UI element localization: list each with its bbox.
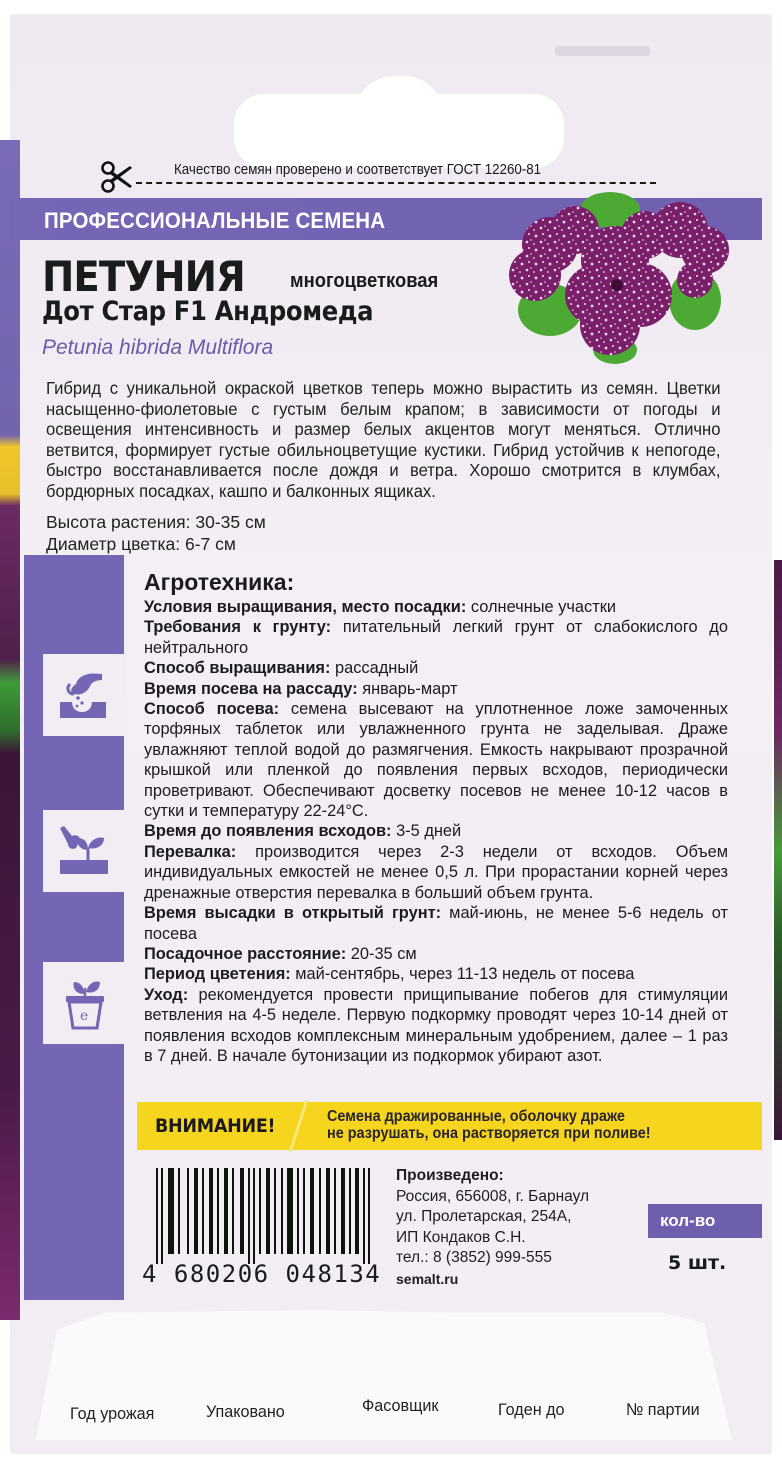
barcode-number: 4 680206 048134 (142, 1260, 382, 1288)
producer-info (396, 1166, 589, 1289)
field-packed: Упаковано (206, 1402, 285, 1421)
agro-list (144, 597, 728, 1066)
petunia-flower-image (505, 190, 735, 370)
potted-plant-icon (56, 974, 114, 1032)
agro-label: Время посева на рассаду: (144, 679, 358, 698)
banner-title: ПРОФЕССИОНАЛЬНЫЕ СЕМЕНА (44, 208, 386, 233)
quantity-label: кол-во (660, 1211, 716, 1230)
agro-value: рекомендуется провести прищипывание побегов для стимуляции ветвления на 4-5 неделе. Первую подкормку проводят через 10-14 дней от появления всходов комплексным минеральным удобрением, далее – 1 раз в 7 дней. В начале бутонизации из подкормок убирают азот. (144, 985, 728, 1065)
producer-website: semalt.ru (396, 1270, 459, 1287)
agro-label: Способ выращивания: (144, 659, 331, 678)
agro-label: Период цветения: (144, 965, 291, 984)
producer-line-2: ул. Пролетарская, 254А, (396, 1208, 572, 1225)
barcode-bars (142, 1168, 374, 1264)
warning-divider (289, 1100, 309, 1152)
quantity-badge (648, 1204, 762, 1238)
hand-sowing-seeds-icon (56, 666, 114, 724)
agro-title: Агротехника: (144, 569, 295, 595)
agro-value: январь-март (357, 679, 458, 698)
product-variety: Дот Стар F1 Андромеда (42, 296, 374, 327)
agro-item-growing-method (144, 658, 728, 678)
description-text: Гибрид с уникальной окраской цветков теперь можно вырастить из семян. Цветки насыщенно-фиолетовые с густым белым крапом; в зависимости от погоды и освещения интенсивность и размер белых акцентов могут меняться. Отлично ветвится, формирует густые обильноцветущие кустики. Гибрид устойчив к непогоде, быстро восстанавливается после дождя и ветра. Хорошо смотрится в клумбах, бордюрных посадках, кашпо и балконных ящиках. (46, 378, 721, 501)
agro-item-transplanting (144, 842, 728, 903)
agro-item-growing-conditions (144, 597, 728, 617)
left-background-photo-strip (0, 140, 20, 1320)
hang-hole (234, 94, 564, 168)
producer-phone: тел.: 8 (3852) 999-555 (396, 1249, 552, 1266)
field-harvest-year: Год урожая (70, 1404, 155, 1423)
agro-value: рассадный (330, 659, 419, 678)
agro-item-open-ground (144, 903, 728, 944)
agro-value: 3-5 дней (391, 822, 462, 841)
scissors-icon (100, 160, 134, 194)
barcode (142, 1168, 382, 1288)
dashed-cut-line (136, 182, 656, 184)
icon-tab-seedling (43, 810, 125, 892)
trowel-seedling-icon (56, 822, 114, 880)
agro-label: Требования к грунту: (144, 618, 332, 637)
agro-label: Посадочное расстояние: (144, 944, 347, 963)
product-name: ПЕТУНИЯ (42, 252, 245, 301)
agro-value: производится через 2-3 недели от всходов. Объем индивидуальных емкостей не менее 0,5 л. При прорастании корней через дренажные отверстия перевалка в больший объем грунта. (144, 842, 728, 902)
field-packer: Фасовщик (362, 1396, 439, 1415)
agro-label: Условия выращивания, место посадки: (144, 598, 467, 616)
agrotechnics-section (144, 567, 728, 1066)
icon-tab-pot (43, 962, 125, 1044)
agro-item-flowering (144, 964, 728, 984)
product-description (46, 378, 722, 502)
agro-item-sowing-method (144, 699, 728, 821)
warning-line-2: не разрушать, она растворяется при поливе! (327, 1125, 651, 1142)
agro-item-germination-time (144, 821, 728, 841)
agro-value: 20-35 см (346, 944, 417, 963)
latin-name: Petunia hibrida Multiflora (42, 336, 274, 359)
svg-text:e: e (80, 1008, 89, 1024)
producer-title: Произведено: (396, 1167, 504, 1184)
spec-plant-height: Высота растения: 30-35 см (46, 512, 266, 532)
agro-value: май-сентябрь, через 11-13 недель от посева (290, 965, 635, 984)
agro-label: Время до появления всходов: (144, 822, 392, 841)
right-background-photo-strip (774, 560, 782, 1140)
faint-print-mark (555, 46, 650, 56)
field-expiry: Годен до (498, 1400, 565, 1419)
agro-value: семена высевают на уплотненное ложе замоченных торфяных таблеток или увлажненного грунта не заделывая. Драже увлажняют теплой водой до размягчения. Емкость накрывают прозрачной крышкой или пленкой до появления первых всходов, периодически проветривают. Обеспечивают досветку посевов не менее 10-12 часов в сутки и температуру 22-24°С. (144, 700, 729, 821)
producer-line-1: Россия, 656008, г. Барнаул (396, 1187, 590, 1205)
producer-line-3: ИП Кондаков С.Н. (396, 1228, 526, 1246)
agro-label: Время высадки в открытый грунт: (144, 904, 442, 923)
agro-item-sowing-time (144, 679, 728, 699)
flap-fields (46, 1396, 746, 1426)
quantity-value: 5 шт. (668, 1252, 727, 1274)
agro-value: солнечные участки (466, 598, 617, 616)
spec-flower-diameter: Диаметр цветка: 6-7 см (46, 534, 236, 554)
warning-label: ВНИМАНИЕ! (155, 1115, 276, 1137)
warning-line-1: Семена дражированные, оболочку драже (327, 1108, 625, 1125)
icon-tab-sowing (43, 654, 125, 736)
agro-label: Перевалка: (144, 842, 237, 861)
agro-item-care (144, 985, 728, 1067)
field-batch-number: № партии (626, 1400, 700, 1419)
agro-item-spacing (144, 944, 728, 964)
product-type: многоцветковая (290, 270, 439, 292)
agro-label: Уход: (144, 985, 189, 1004)
agro-value: май-июнь, не менее 5-6 недель от посева (144, 904, 728, 943)
agro-value: питательный легкий грунт от слабокислого до нейтрального (144, 618, 728, 657)
agro-item-soil (144, 617, 728, 658)
quality-note: Качество семян проверено и соответствует ГОСТ 12260-81 (174, 162, 542, 178)
warning-box (137, 1102, 762, 1150)
agro-label: Способ посева: (144, 700, 280, 719)
warning-text (327, 1108, 651, 1142)
